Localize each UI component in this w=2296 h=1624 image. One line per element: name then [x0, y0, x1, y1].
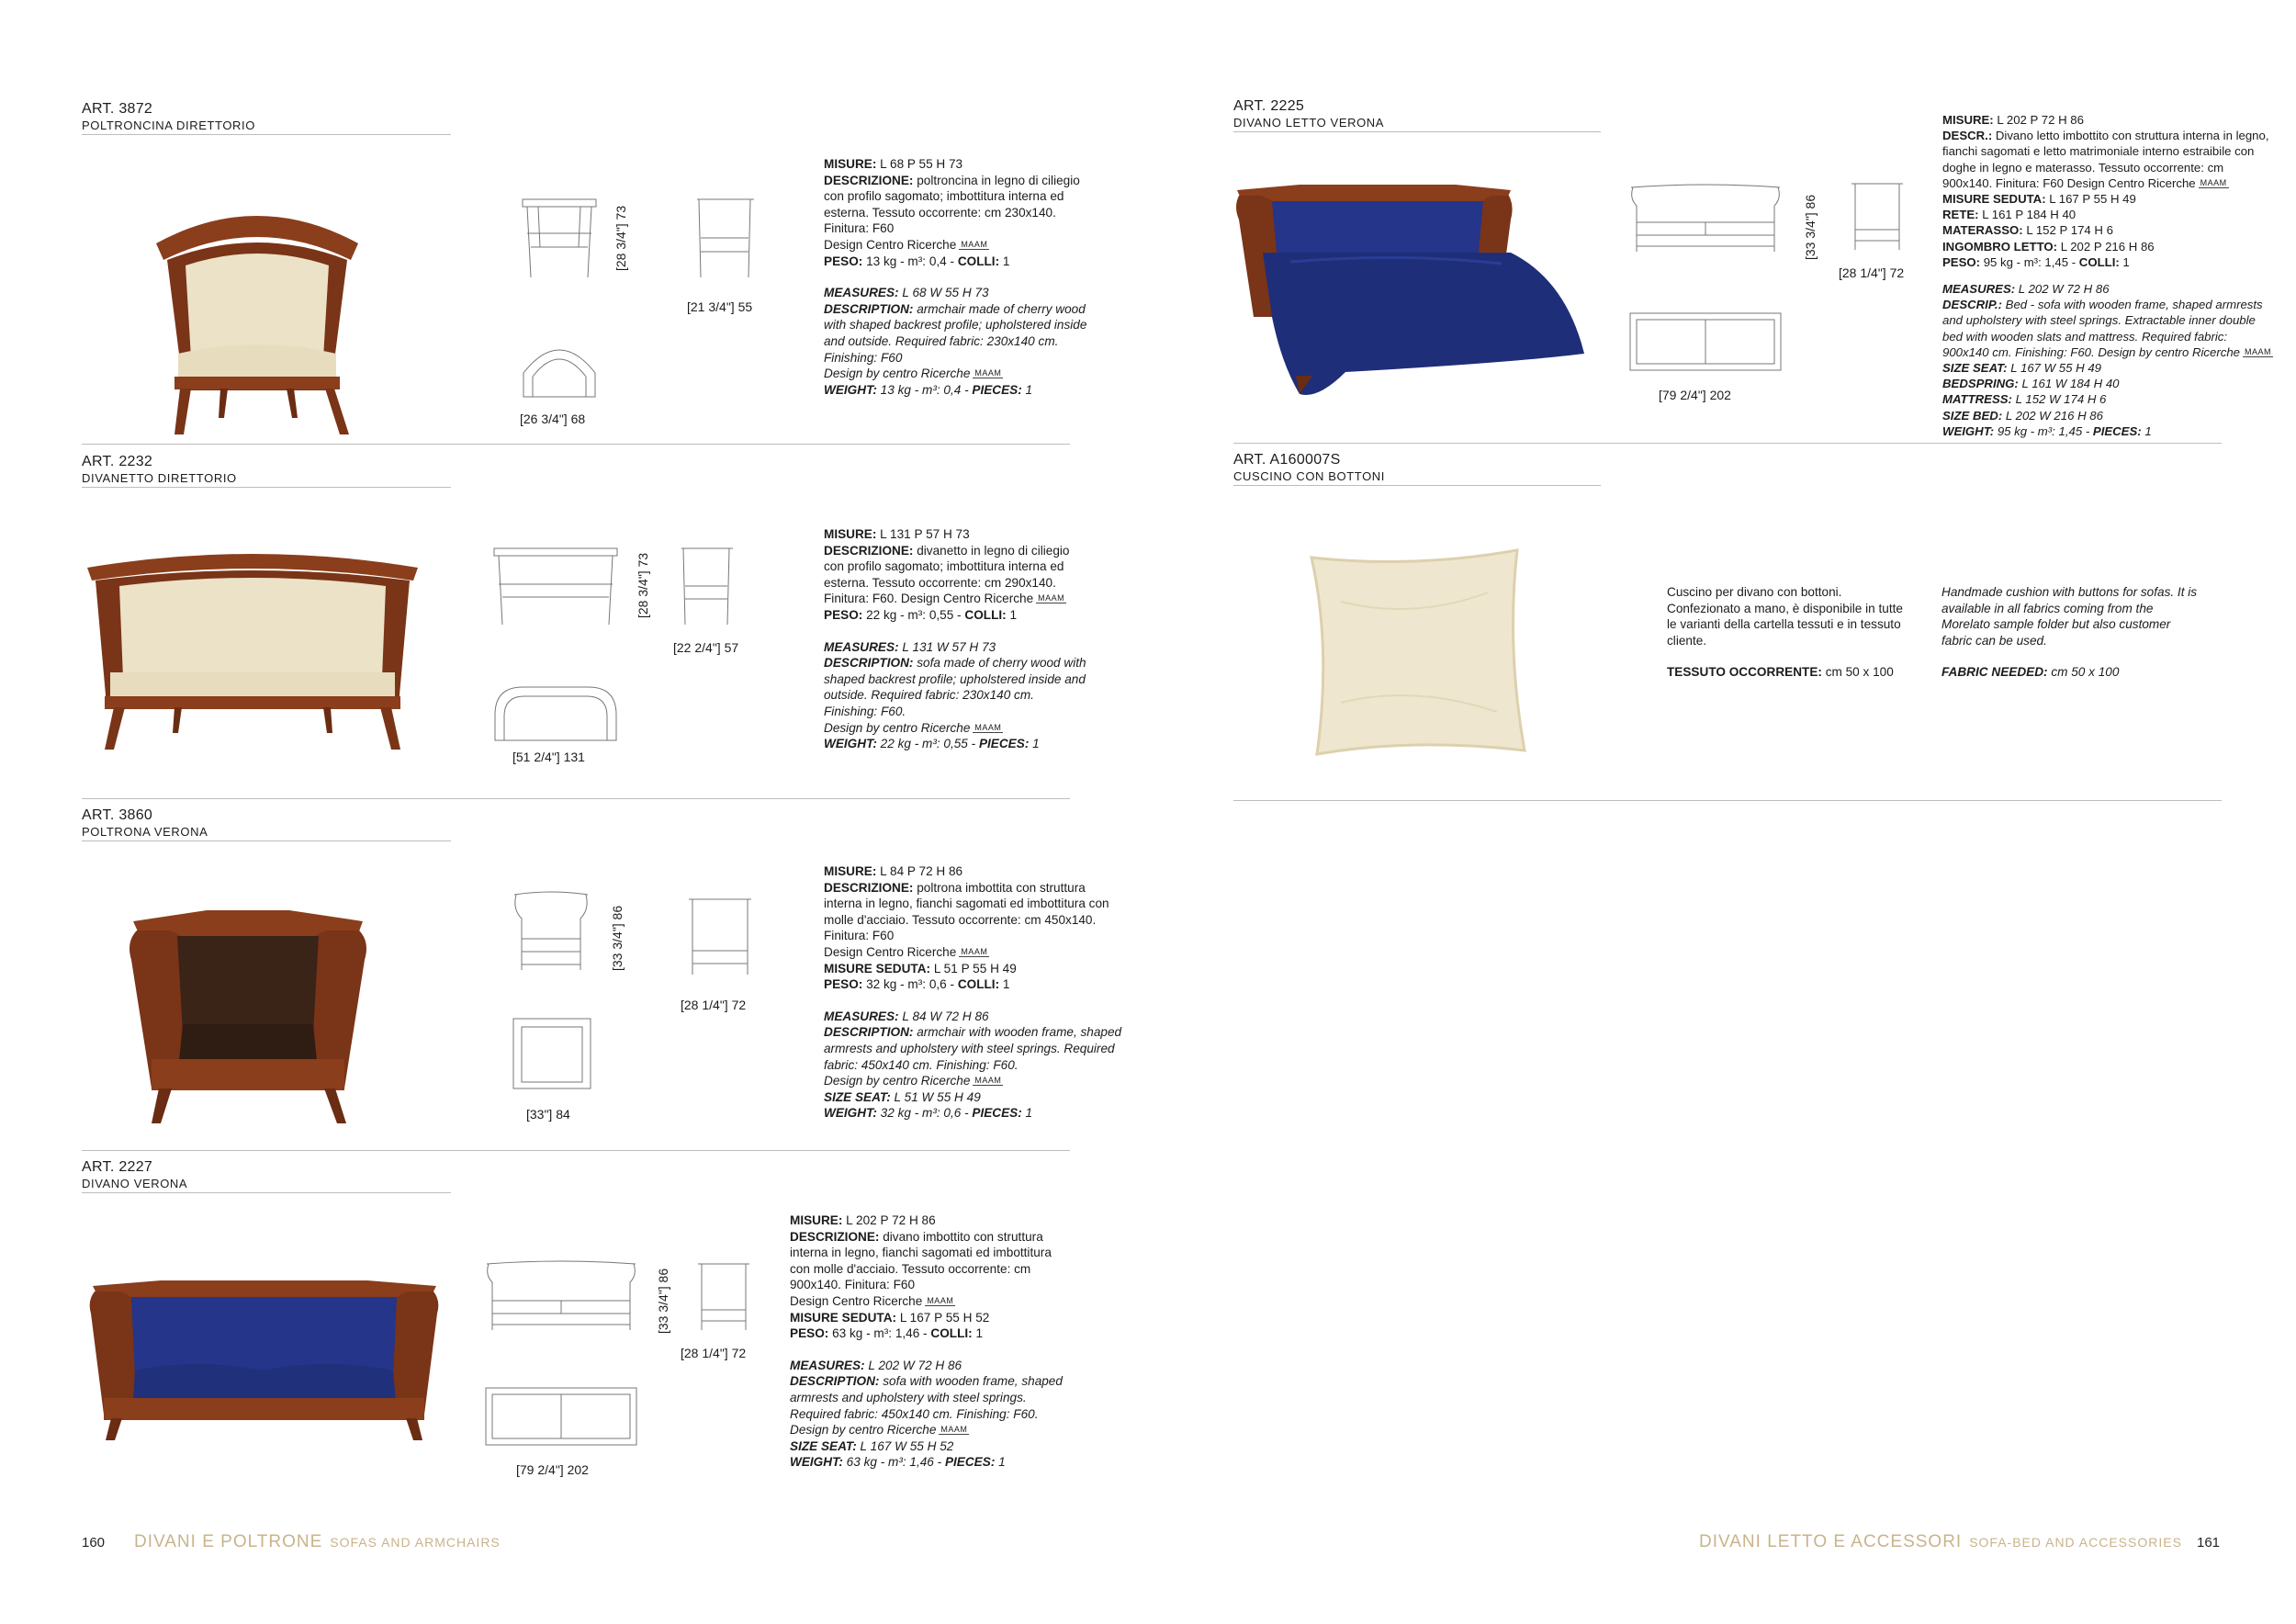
- cushion-description-en: Handmade cushion with buttons for sofas. It is available in all fabrics coming from the Morelato sample folder but also customer fabric can be used. FABRIC NEEDED: cm 50 x 100: [1941, 585, 2198, 680]
- technical-drawing-side: [693, 197, 758, 279]
- maam-logo: MAAM: [961, 946, 988, 956]
- product-header-A160007S: [1233, 452, 1601, 486]
- dimension-depth: [28 1/4"] 72: [1839, 265, 1905, 280]
- product-description-2232: MISURE: L 131 P 57 H 73 DESCRIZIONE: divanetto in legno di ciliegio con profilo sagomato; imbottitura interna ed esterna. Tessuto occorrente: cm 290x140. Finitura: F60. Design Centro Ricerche MAAM PESO: 22 kg - m³: 0,55 - COLLI: 1 MEASURES: L 131 W 57 H 73 DESCRIPTION: sofa made of cherry wood with shaped backrest profile; upholstered inside and outside. Required fabric: 230x140 cm. Finishing: F60. Design by centro Ricerche MAAM WEIGHT: 22 kg - m³: 0,55 - PIECES: 1: [824, 527, 1086, 751]
- dimension-depth: [28 1/4"] 72: [681, 1346, 747, 1360]
- product-header-2232: [82, 454, 451, 488]
- product-header-2225: [1233, 98, 1601, 132]
- section-divider: [82, 1150, 1070, 1151]
- category-heading-left: DIVANI E POLTRONE SOFAS AND ARMCHAIRS: [134, 1532, 501, 1551]
- maam-logo: MAAM: [974, 722, 1002, 732]
- article-number: ART. 2227: [82, 1159, 153, 1175]
- product-header-3860: [82, 807, 451, 841]
- dimension-height: [33 3/4"] 86: [610, 905, 625, 971]
- technical-drawing-top: [483, 1385, 639, 1448]
- dimension-width: [33"] 84: [526, 1107, 570, 1122]
- dimension-height: [28 3/4"] 73: [636, 552, 650, 618]
- maam-logo: MAAM: [2200, 177, 2227, 187]
- product-description-3860: MISURE: L 84 P 72 H 86 DESCRIZIONE: poltrona imbottita con struttura interna in legno, fianchi sagomati ed imbottitura con molle d'acciaio. Tessuto occorrente: cm 450x140. Finitura: F60 Design Centro Ricerche MAAM MISURE SEDUTA: L 51 P 55 H 49 PESO: 32 kg - m³: 0,6 - COLLI: 1 MEASURES: L 84 W 72 H 86 DESCRIPTION: armchair with wooden frame, shaped armrests and upholstery with steel springs. Required fabric: 450x140 cm. Finishing: F60. Design by centro Ricerche MAAM SIZE SEAT: L 51 W 55 H 49 WEIGHT: 32 kg - m³: 0,6 - PIECES: 1: [824, 864, 1122, 1121]
- product-photo-button-cushion: [1304, 547, 1534, 758]
- technical-drawing-side: [1848, 180, 1907, 254]
- product-description-2227: MISURE: L 202 P 72 H 86 DESCRIZIONE: divano imbottito con struttura interna in legno, fianchi sagomati ed imbottitura con molle d'acciaio. Tessuto occorrente: cm 900x140. Finitura: F60 Design Centro Ricerche MAAM MISURE SEDUTA: L 167 P 55 H 52 PESO: 63 kg - m³: 1,46 - COLLI: 1 MEASURES: L 202 W 72 H 86 DESCRIPTION: sofa with wooden frame, shaped armrests and upholstery with steel springs. Required fabric: 450x140 cm. Finishing: F60. Design by centro Ricerche MAAM SIZE SEAT: L 167 W 55 H 52 WEIGHT: 63 kg - m³: 1,46 - PIECES: 1: [790, 1213, 1063, 1470]
- maam-logo: MAAM: [961, 239, 988, 249]
- product-photo-sofabed-verona: [1235, 179, 1589, 400]
- maam-logo: MAAM: [1038, 593, 1065, 603]
- product-photo-armchair-direttorio: [147, 188, 367, 436]
- article-number: ART. 2225: [1233, 98, 1305, 114]
- product-photo-sofa-verona: [87, 1277, 441, 1442]
- product-description-2225: MISURE: L 202 P 72 H 86 DESCR.: Divano letto imbottito con struttura interna in legno, fianchi sagomati e letto matrimoniale interno estraibile con doghe in legno e materasso. Tessuto occorrente: cm 900x140. Finitura: F60 Design Centro Ricerche MAAM MISURE SEDUTA: L 167 P 55 H 49 RETE: L 161 P 184 H 40 MATERASSO: L 152 P 174 H 6 INGOMBRO LETTO: L 202 P 216 H 86 PESO: 95 kg - m³: 1,45 - COLLI: 1 MEASURES: L 202 W 72 H 86 DESCRIP.: Bed - sofa with wooden frame, shaped armrests and upholstery with steel springs. Extractable inner double bed with wooden slats and mattress. Required fabric: 900x140 cm. Finishing: F60. Design by centro Ricerche MAAM SIZE SEAT: L 167 W 55 H 49 BEDSPRING: L 161 W 184 H 40 MATTRESS: L 152 W 174 H 6 SIZE BED: L 202 W 216 H 86 WEIGHT: 95 kg - m³: 1,45 - PIECES: 1: [1942, 113, 2271, 438]
- technical-drawing-top: [1627, 310, 1784, 373]
- technical-drawing-front: [1627, 184, 1784, 255]
- article-name: POLTRONCINA DIRETTORIO: [82, 118, 255, 132]
- technical-drawing-top: [520, 336, 599, 400]
- article-number: ART. 3860: [82, 807, 153, 823]
- product-header-3872: [82, 101, 451, 135]
- dimension-width: [79 2/4"] 202: [1659, 388, 1731, 402]
- technical-drawing-side: [694, 1260, 753, 1334]
- maam-logo: MAAM: [940, 1425, 968, 1435]
- article-name: CUSCINO CON BOTTONI: [1233, 469, 1386, 483]
- dimension-depth: [21 3/4"] 55: [687, 299, 753, 314]
- technical-drawing-front: [520, 197, 602, 279]
- section-divider: [82, 798, 1070, 799]
- maam-logo: MAAM: [974, 1076, 1002, 1086]
- dimension-height: [33 3/4"] 86: [1803, 194, 1818, 260]
- dimension-width: [79 2/4"] 202: [516, 1462, 589, 1477]
- article-name: POLTRONA VERONA: [82, 825, 208, 839]
- dimension-depth: [28 1/4"] 72: [681, 998, 747, 1012]
- product-photo-armchair-verona: [124, 905, 372, 1125]
- maam-logo: MAAM: [2244, 346, 2271, 356]
- maam-logo: MAAM: [974, 368, 1002, 378]
- article-number: ART. 3872: [82, 101, 153, 117]
- section-divider: [82, 444, 1070, 445]
- dimension-height: [28 3/4"] 73: [613, 205, 628, 271]
- product-photo-sofa-direttorio: [83, 549, 422, 751]
- technical-drawing-side: [685, 896, 755, 978]
- product-header-2227: [82, 1159, 451, 1193]
- technical-drawing-top: [491, 683, 620, 744]
- section-divider: [1233, 443, 2222, 444]
- maam-logo: MAAM: [927, 1295, 954, 1305]
- cushion-description-it: Cuscino per divano con bottoni. Confezionato a mano, è disponibile in tutte le varianti della cartella tessuti e in tessuto cliente. TESSUTO OCCORRENTE: cm 50 x 100: [1667, 585, 1903, 680]
- product-description-3872: MISURE: L 68 P 55 H 73 DESCRIZIONE: poltroncina in legno di ciliegio con profilo sagomato; imbottitura interna ed esterna. Tessuto occorrente: cm 230x140. Finitura: F60 Design Centro Ricerche MAAM PESO: 13 kg - m³: 0,4 - COLLI: 1 MEASURES: L 68 W 55 H 73 DESCRIPTION: armchair made of cherry wood with shaped backrest profile; upholstered inside and outside. Required fabric: 230x140 cm. Finishing: F60 Design by centro Ricerche MAAM WEIGHT: 13 kg - m³: 0,4 - PIECES: 1: [824, 157, 1087, 397]
- article-name: DIVANO LETTO VERONA: [1233, 116, 1385, 130]
- dimension-width: [51 2/4"] 131: [512, 750, 585, 764]
- technical-drawing-top: [511, 1016, 593, 1093]
- category-heading-right: DIVANI LETTO E ACCESSORI SOFA-BED AND ACCESSORIES: [1699, 1532, 2182, 1551]
- dimension-width: [26 3/4"] 68: [520, 412, 586, 426]
- page-number-left: 160: [82, 1535, 106, 1551]
- dimension-height: [33 3/4"] 86: [656, 1268, 670, 1334]
- article-name: DIVANO VERONA: [82, 1177, 188, 1190]
- technical-drawing-front: [483, 1260, 639, 1334]
- page-number-right: 161: [2197, 1535, 2221, 1551]
- dimension-depth: [22 2/4"] 57: [673, 640, 739, 655]
- article-name: DIVANETTO DIRETTORIO: [82, 471, 237, 485]
- technical-drawing-front: [491, 546, 620, 628]
- article-number: ART. A160007S: [1233, 452, 1341, 468]
- technical-drawing-front: [511, 891, 591, 974]
- article-number: ART. 2232: [82, 454, 153, 469]
- section-divider: [1233, 800, 2222, 801]
- technical-drawing-side: [678, 546, 737, 628]
